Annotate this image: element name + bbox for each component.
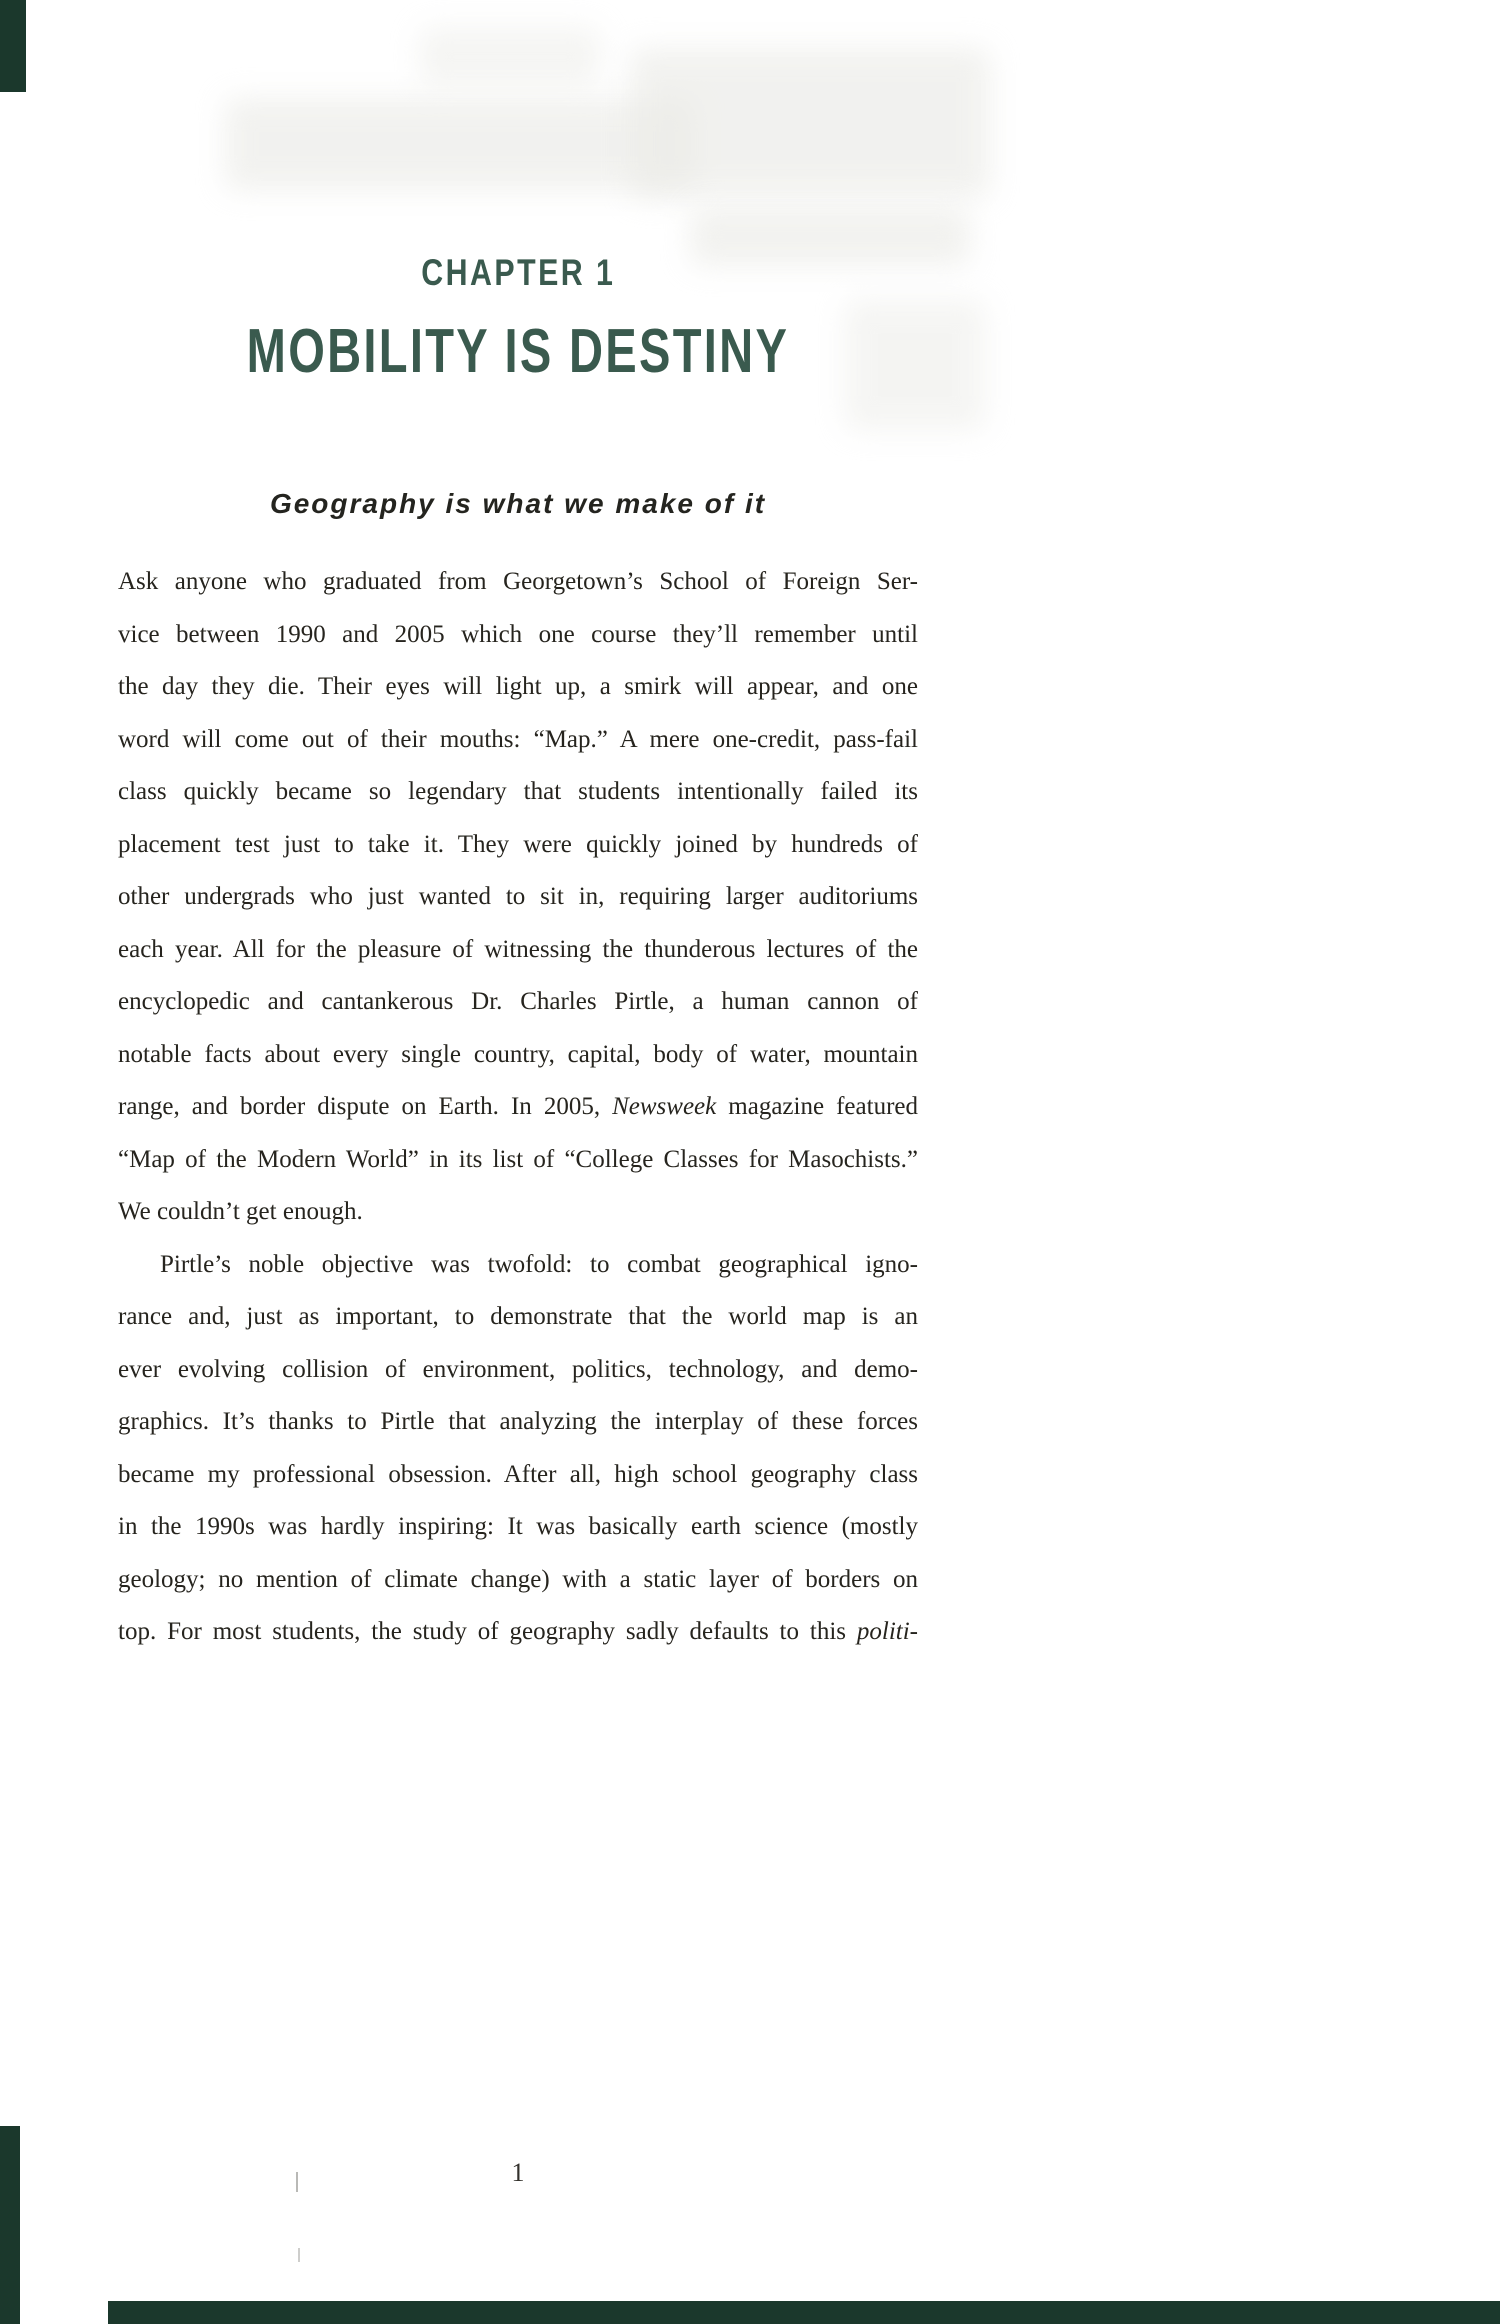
body-line: vice between 1990 and 2005 which one course they’ll remember until	[118, 620, 918, 648]
body-line: other undergrads who just wanted to sit in, requiring larger auditoriums	[118, 883, 918, 910]
body-line: encyclopedic and cantankerous Dr. Charles Pirtle, a human cannon of	[118, 988, 918, 1015]
body-line: word will come out of their mouths: “Map.” A mere one-credit, pass-fail	[118, 725, 918, 753]
bleed-through-artifact	[420, 28, 600, 86]
chapter-label: CHAPTER 1	[420, 252, 616, 293]
body-line: Pirtle’s noble objective was twofold: to combat geographical igno-	[160, 1250, 918, 1278]
bleed-through-artifact	[225, 98, 695, 190]
cover-edge-top-left	[0, 0, 26, 92]
chapter-label-row	[118, 252, 918, 294]
cover-edge-bottom-left	[0, 2126, 20, 2324]
scan-artifact	[296, 2172, 298, 2192]
body-line: Ask anyone who graduated from Georgetown’s School of Foreign Ser-	[118, 568, 918, 595]
body-line: placement test just to take it. They were quickly joined by hundreds of	[118, 830, 918, 858]
body-line: ever evolving collision of environment, politics, technology, and demo-	[118, 1355, 918, 1383]
body-line: each year. All for the pleasure of witnessing the thunderous lectures of the	[118, 935, 918, 963]
body-line: range, and border dispute on Earth. In 2005, Newsweek magazine featured	[118, 1093, 918, 1120]
body-text	[118, 556, 918, 1659]
body-line: graphics. It’s thanks to Pirtle that analyzing the interplay of these forces	[118, 1408, 918, 1435]
body-line: “Map of the Modern World” in its list of “College Classes for Masochists.”	[118, 1145, 918, 1173]
body-line: became my professional obsession. After all, high school geography class	[118, 1460, 918, 1488]
italic-text: Newsweek	[612, 1093, 717, 1120]
body-line: class quickly became so legendary that students intentionally failed its	[118, 778, 918, 805]
chapter-title: MOBILITY IS DESTINY	[246, 317, 790, 386]
body-line: the day they die. Their eyes will light up, a smirk will appear, and one	[118, 673, 918, 700]
body-line: rance and, just as important, to demonstrate that the world map is an	[118, 1303, 918, 1330]
scan-artifact	[298, 2248, 300, 2262]
body-line: geology; no mention of climate change) with a static layer of borders on	[118, 1565, 918, 1593]
bleed-through-artifact	[630, 48, 990, 198]
chapter-title-row	[118, 316, 918, 387]
chapter-heading	[118, 252, 918, 387]
cover-edge-bottom	[108, 2301, 1500, 2324]
paragraph	[118, 1239, 918, 1659]
body-line: in the 1990s was hardly inspiring: It was basically earth science (mostly	[118, 1513, 918, 1540]
body-line: top. For most students, the study of geography sadly defaults to this politi-	[118, 1618, 918, 1645]
body-line: notable facts about every single country, capital, body of water, mountain	[118, 1040, 918, 1068]
italic-text: politi-	[856, 1618, 918, 1645]
body-line: We couldn’t get enough.	[118, 1198, 363, 1225]
paragraph	[118, 556, 918, 1239]
chapter-subtitle: Geography is what we make of it	[269, 488, 767, 519]
page-number: 1	[511, 2158, 525, 2187]
